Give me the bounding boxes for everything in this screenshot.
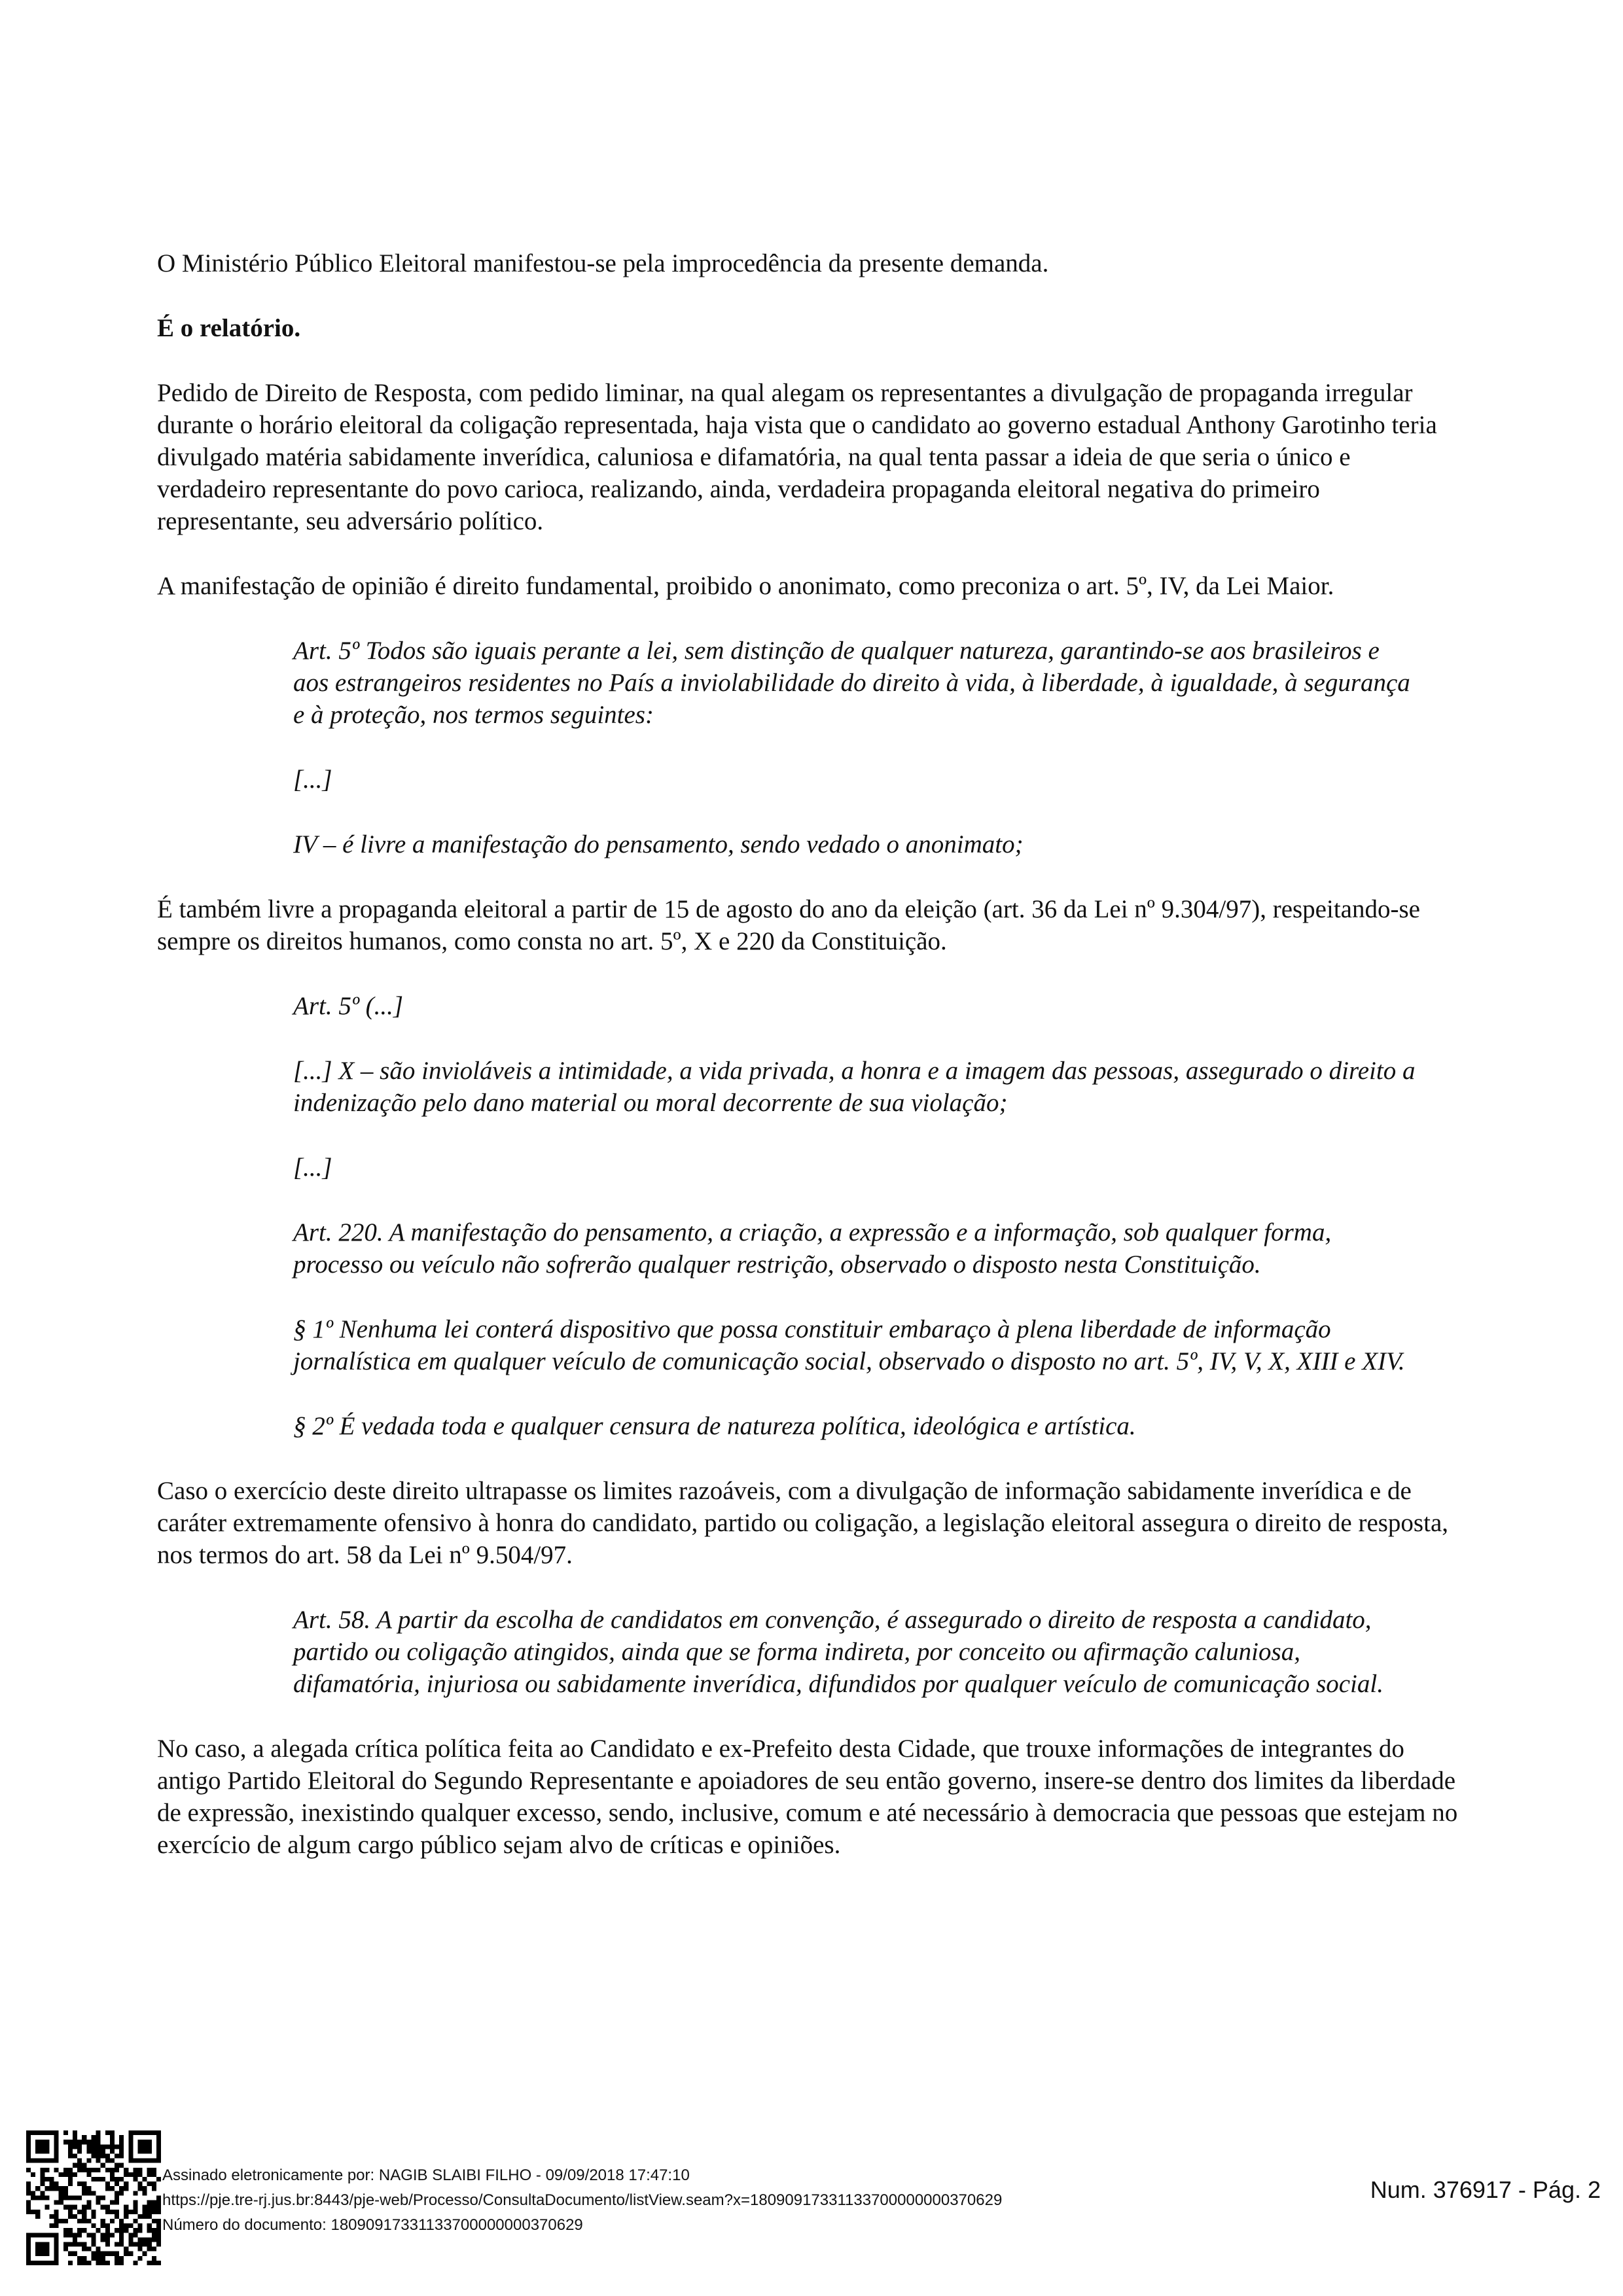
paragraph: A manifestação de opinião é direito fundamental, proibido o anonimato, como preconiza o art. 5º, IV, da Lei Maior. xyxy=(157,572,1334,600)
legal-quote: Art. 5º Todos são iguais perante a lei, sem distinção de qualquer natureza, garantindo-se aos brasileiros e aos estrangeiros residentes no País a inviolabilidade do direito à vida, à liberdade, à igualdade, à segurança e à proteção, nos termos seguintes: xyxy=(293,637,1410,729)
paragraph: É também livre a propaganda eleitoral a partir de 15 de agosto do ano da eleição (art. 36 da Lei nº 9.304/97), respeitando-se sempre os direitos humanos, como consta no art. 5º, X e 220 da Constituição. xyxy=(157,895,1420,955)
legal-quote: Art. 5º (...] xyxy=(293,992,404,1020)
legal-quote: Art. 220. A manifestação do pensamento, a criação, a expressão e a informação, sob qualquer forma, processo ou veículo não sofrerão qualquer restrição, observado o disposto nesta Constituição. xyxy=(293,1218,1332,1279)
document-url[interactable]: https://pje.tre-rj.jus.br:8443/pje-web/Processo/ConsultaDocumento/listView.seam?x=18090917331133700000000370629 xyxy=(162,2191,1003,2209)
signature-footer xyxy=(26,2130,1610,2281)
legal-quote: [...] xyxy=(293,1154,332,1182)
page-number: Num. 376917 - Pág. 2 xyxy=(1370,2176,1601,2203)
section-heading: É o relatório. xyxy=(157,314,301,342)
legal-quote: IV – é livre a manifestação do pensamento, sendo vedado o anonimato; xyxy=(293,830,1024,858)
legal-quote: [...] xyxy=(293,766,332,794)
paragraph: O Ministério Público Eleitoral manifestou-se pela improcedência da presente demanda. xyxy=(157,249,1049,277)
paragraph: Caso o exercício deste direito ultrapasse os limites razoáveis, com a divulgação de informação sabidamente inverídica e de caráter extremamente ofensivo à honra do candidato, partido ou coligação, a legislação eleitoral assegura o direito de resposta, nos termos do art. 58 da Lei nº 9.504/97. xyxy=(157,1477,1449,1569)
legal-quote: [...] X – são invioláveis a intimidade, a vida privada, a honra e a imagem das pessoas, assegurado o direito a indenização pelo dano material ou moral decorrente de sua violação; xyxy=(293,1057,1416,1117)
document-body xyxy=(157,247,1459,1894)
paragraph: Pedido de Direito de Resposta, com pedido liminar, na qual alegam os representantes a divulgação de propaganda irregular durante o horário eleitoral da coligação representada, haja vista que o candidato ao governo estadual Anthony Garotinho teria divulgado matéria sabidamente inverídica, caluniosa e difamatória, na qual tenta passar a ideia de que seria o único e verdadeiro representante do povo carioca, realizando, ainda, verdadeira propaganda eleitoral negativa do primeiro representante, seu adversário político. xyxy=(157,379,1437,535)
document-number: Número do documento: 18090917331133700000000370629 xyxy=(162,2216,583,2234)
qr-code-icon xyxy=(26,2130,161,2265)
legal-quote: Art. 58. A partir da escolha de candidatos em convenção, é assegurado o direito de resposta a candidato, partido ou coligação atingidos, ainda que se forma indireta, por conceito ou afirmação caluniosa, difamatória, injuriosa ou sabidamente inverídica, difundidos por qualquer veículo de comunicação social. xyxy=(293,1606,1383,1698)
signed-by-text: Assinado eletronicamente por: NAGIB SLAIBI FILHO - 09/09/2018 17:47:10 xyxy=(162,2166,690,2184)
legal-quote: § 2º É vedada toda e qualquer censura de natureza política, ideológica e artística. xyxy=(293,1412,1136,1440)
signature-info xyxy=(162,2163,1002,2238)
paragraph: No caso, a alegada crítica política feita ao Candidato e ex-Prefeito desta Cidade, que trouxe informações de integrantes do antigo Partido Eleitoral do Segundo Representante e apoiadores de seu então governo, insere-se dentro dos limites da liberdade de expressão, inexistindo qualquer excesso, sendo, inclusive, comum e até necessário à democracia que pessoas que estejam no exercício de algum cargo público sejam alvo de críticas e opiniões. xyxy=(157,1735,1458,1859)
legal-quote: § 1º Nenhuma lei conterá dispositivo que possa constituir embaraço à plena liberdade de informação jornalística em qualquer veículo de comunicação social, observado o disposto no art. 5º, IV, V, X, XIII e XIV. xyxy=(293,1315,1405,1375)
